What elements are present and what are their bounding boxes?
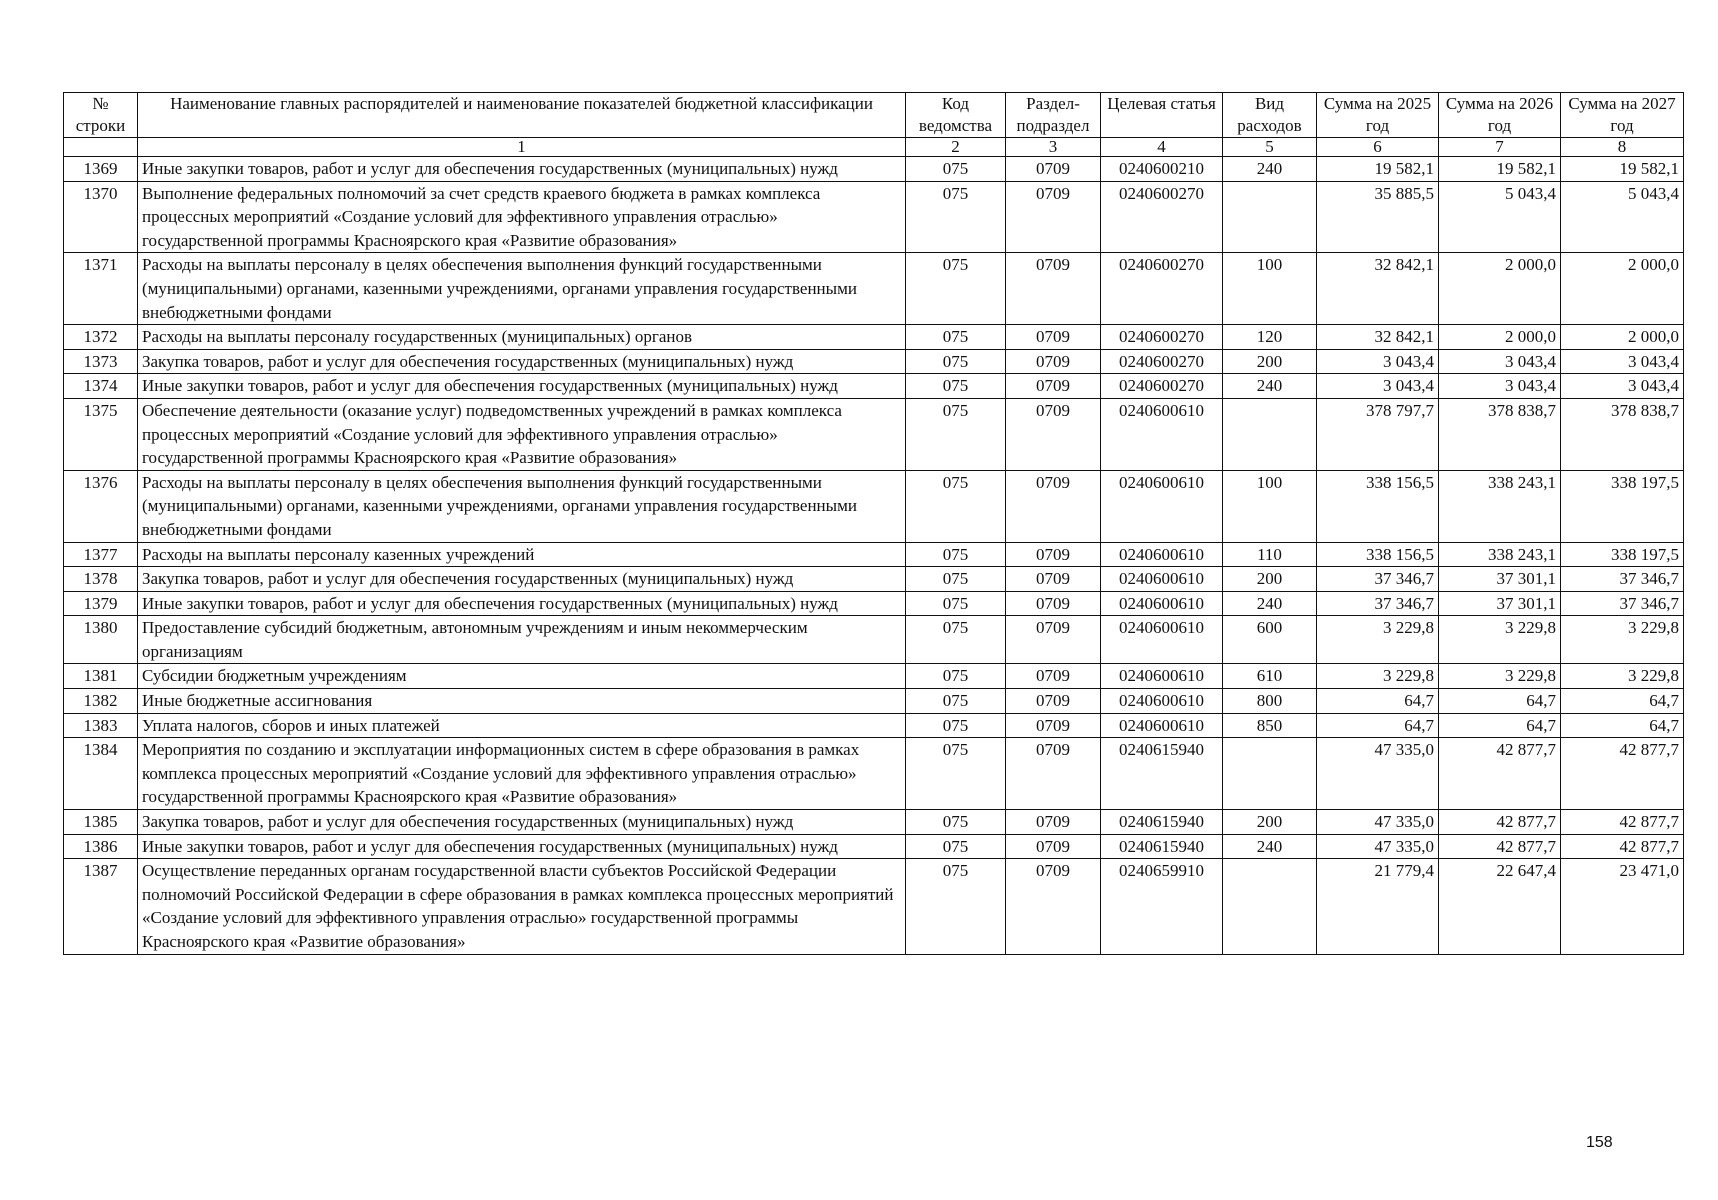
target-article-cell: 0240600610 xyxy=(1101,689,1223,714)
sum-2026-cell: 22 647,4 xyxy=(1439,859,1561,954)
sum-2025-cell: 35 885,5 xyxy=(1317,181,1439,253)
department-code-cell: 075 xyxy=(906,349,1006,374)
header-row xyxy=(64,93,1684,138)
sum-2025-cell: 64,7 xyxy=(1317,713,1439,738)
column-number: 5 xyxy=(1223,138,1317,157)
section-cell: 0709 xyxy=(1006,157,1101,182)
row-number-cell: 1385 xyxy=(64,810,138,835)
sum-2027-cell: 37 346,7 xyxy=(1561,591,1684,616)
row-number-cell: 1384 xyxy=(64,738,138,810)
expense-type-cell: 610 xyxy=(1223,664,1317,689)
expense-type-cell: 800 xyxy=(1223,689,1317,714)
expense-type-cell xyxy=(1223,181,1317,253)
column-number: 4 xyxy=(1101,138,1223,157)
department-code-cell: 075 xyxy=(906,470,1006,542)
header-row-number: № строки xyxy=(64,93,138,138)
section-cell: 0709 xyxy=(1006,470,1101,542)
row-number-cell: 1371 xyxy=(64,253,138,325)
sum-2027-cell: 378 838,7 xyxy=(1561,398,1684,470)
sum-2026-cell: 64,7 xyxy=(1439,713,1561,738)
table-row xyxy=(64,689,1684,714)
column-number: 3 xyxy=(1006,138,1101,157)
department-code-cell: 075 xyxy=(906,542,1006,567)
table-row xyxy=(64,810,1684,835)
department-code-cell: 075 xyxy=(906,325,1006,350)
section-cell: 0709 xyxy=(1006,616,1101,664)
sum-2026-cell: 3 043,4 xyxy=(1439,374,1561,399)
row-name-cell: Уплата налогов, сборов и иных платежей xyxy=(138,713,906,738)
section-cell: 0709 xyxy=(1006,810,1101,835)
row-name-cell: Иные закупки товаров, работ и услуг для обеспечения государственных (муниципальных) нужд xyxy=(138,591,906,616)
table-row xyxy=(64,374,1684,399)
sum-2025-cell: 378 797,7 xyxy=(1317,398,1439,470)
section-cell: 0709 xyxy=(1006,834,1101,859)
row-number-cell: 1382 xyxy=(64,689,138,714)
row-number-cell: 1375 xyxy=(64,398,138,470)
row-name-cell: Мероприятия по созданию и эксплуатации информационных систем в сфере образования в рамках комплекса процессных мероприятий «Создание условий для эффективного управления отраслью» государственной программы Красноярского края «Развитие образования» xyxy=(138,738,906,810)
row-number-cell: 1381 xyxy=(64,664,138,689)
sum-2026-cell: 3 229,8 xyxy=(1439,616,1561,664)
sum-2026-cell: 64,7 xyxy=(1439,689,1561,714)
department-code-cell: 075 xyxy=(906,689,1006,714)
section-cell: 0709 xyxy=(1006,398,1101,470)
target-article-cell: 0240615940 xyxy=(1101,810,1223,835)
header-sum-2025: Сумма на 2025 год xyxy=(1317,93,1439,138)
sum-2025-cell: 3 229,8 xyxy=(1317,616,1439,664)
sum-2025-cell: 338 156,5 xyxy=(1317,470,1439,542)
row-number-cell: 1378 xyxy=(64,567,138,592)
section-cell: 0709 xyxy=(1006,859,1101,954)
row-number-cell: 1383 xyxy=(64,713,138,738)
header-section: Раздел-подраздел xyxy=(1006,93,1101,138)
expense-type-cell xyxy=(1223,738,1317,810)
department-code-cell: 075 xyxy=(906,181,1006,253)
section-cell: 0709 xyxy=(1006,713,1101,738)
target-article-cell: 0240600610 xyxy=(1101,567,1223,592)
target-article-cell: 0240600270 xyxy=(1101,374,1223,399)
row-name-cell: Закупка товаров, работ и услуг для обеспечения государственных (муниципальных) нужд xyxy=(138,567,906,592)
target-article-cell: 0240600270 xyxy=(1101,181,1223,253)
table-row xyxy=(64,349,1684,374)
row-name-cell: Расходы на выплаты персоналу в целях обеспечения выполнения функций государственными (муниципальными) органами, казенными учреждениями, органами управления государственными внебюджетными фондами xyxy=(138,253,906,325)
expense-type-cell: 600 xyxy=(1223,616,1317,664)
section-cell: 0709 xyxy=(1006,542,1101,567)
target-article-cell: 0240600610 xyxy=(1101,616,1223,664)
sum-2026-cell: 3 043,4 xyxy=(1439,349,1561,374)
sum-2027-cell: 37 346,7 xyxy=(1561,567,1684,592)
row-name-cell: Иные закупки товаров, работ и услуг для обеспечения государственных (муниципальных) нужд xyxy=(138,374,906,399)
target-article-cell: 0240600610 xyxy=(1101,542,1223,567)
section-cell: 0709 xyxy=(1006,689,1101,714)
sum-2026-cell: 5 043,4 xyxy=(1439,181,1561,253)
department-code-cell: 075 xyxy=(906,253,1006,325)
sum-2025-cell: 47 335,0 xyxy=(1317,738,1439,810)
expense-type-cell: 200 xyxy=(1223,810,1317,835)
sum-2026-cell: 2 000,0 xyxy=(1439,253,1561,325)
header-name: Наименование главных распорядителей и наименование показателей бюджетной классификации xyxy=(138,93,906,138)
sum-2025-cell: 32 842,1 xyxy=(1317,253,1439,325)
expense-type-cell xyxy=(1223,859,1317,954)
table-row xyxy=(64,253,1684,325)
row-number-cell: 1369 xyxy=(64,157,138,182)
section-cell: 0709 xyxy=(1006,181,1101,253)
row-number-cell: 1379 xyxy=(64,591,138,616)
department-code-cell: 075 xyxy=(906,567,1006,592)
table-row xyxy=(64,398,1684,470)
column-number: 6 xyxy=(1317,138,1439,157)
department-code-cell: 075 xyxy=(906,398,1006,470)
table-row xyxy=(64,325,1684,350)
table-row xyxy=(64,591,1684,616)
department-code-cell: 075 xyxy=(906,859,1006,954)
sum-2027-cell: 5 043,4 xyxy=(1561,181,1684,253)
header-sum-2027: Сумма на 2027 год xyxy=(1561,93,1684,138)
row-name-cell: Субсидии бюджетным учреждениям xyxy=(138,664,906,689)
sum-2027-cell: 3 229,8 xyxy=(1561,616,1684,664)
target-article-cell: 0240600610 xyxy=(1101,591,1223,616)
expense-type-cell: 240 xyxy=(1223,157,1317,182)
sum-2027-cell: 64,7 xyxy=(1561,689,1684,714)
row-name-cell: Расходы на выплаты персоналу государственных (муниципальных) органов xyxy=(138,325,906,350)
sum-2025-cell: 64,7 xyxy=(1317,689,1439,714)
sum-2025-cell: 37 346,7 xyxy=(1317,591,1439,616)
table-row xyxy=(64,859,1684,954)
target-article-cell: 0240615940 xyxy=(1101,834,1223,859)
header-target-article: Целевая статья xyxy=(1101,93,1223,138)
section-cell: 0709 xyxy=(1006,325,1101,350)
target-article-cell: 0240600610 xyxy=(1101,664,1223,689)
row-name-cell: Обеспечение деятельности (оказание услуг) подведомственных учреждений в рамках комплекса процессных мероприятий «Создание условий для эффективного управления отраслью» государственной программы Красноярского края «Развитие образования» xyxy=(138,398,906,470)
table-row xyxy=(64,470,1684,542)
expense-type-cell: 200 xyxy=(1223,349,1317,374)
sum-2026-cell: 338 243,1 xyxy=(1439,470,1561,542)
department-code-cell: 075 xyxy=(906,810,1006,835)
target-article-cell: 0240600610 xyxy=(1101,713,1223,738)
row-name-cell: Иные бюджетные ассигнования xyxy=(138,689,906,714)
sum-2026-cell: 42 877,7 xyxy=(1439,810,1561,835)
sum-2025-cell: 338 156,5 xyxy=(1317,542,1439,567)
table-row xyxy=(64,181,1684,253)
row-number-cell: 1373 xyxy=(64,349,138,374)
header-expense-type: Вид расходов xyxy=(1223,93,1317,138)
column-number-row xyxy=(64,138,1684,157)
table-row xyxy=(64,713,1684,738)
target-article-cell: 0240659910 xyxy=(1101,859,1223,954)
section-cell: 0709 xyxy=(1006,374,1101,399)
table-row xyxy=(64,738,1684,810)
sum-2026-cell: 19 582,1 xyxy=(1439,157,1561,182)
expense-type-cell: 850 xyxy=(1223,713,1317,738)
department-code-cell: 075 xyxy=(906,374,1006,399)
table-row xyxy=(64,664,1684,689)
expense-type-cell: 120 xyxy=(1223,325,1317,350)
section-cell: 0709 xyxy=(1006,567,1101,592)
table-row xyxy=(64,567,1684,592)
table-body xyxy=(64,157,1684,955)
sum-2025-cell: 37 346,7 xyxy=(1317,567,1439,592)
table-row xyxy=(64,834,1684,859)
target-article-cell: 0240600210 xyxy=(1101,157,1223,182)
section-cell: 0709 xyxy=(1006,591,1101,616)
sum-2026-cell: 2 000,0 xyxy=(1439,325,1561,350)
table-row xyxy=(64,616,1684,664)
sum-2027-cell: 2 000,0 xyxy=(1561,253,1684,325)
page-number: 158 xyxy=(1586,1134,1613,1151)
department-code-cell: 075 xyxy=(906,738,1006,810)
row-number-cell: 1387 xyxy=(64,859,138,954)
row-number-cell: 1374 xyxy=(64,374,138,399)
sum-2027-cell: 19 582,1 xyxy=(1561,157,1684,182)
row-number-cell: 1377 xyxy=(64,542,138,567)
sum-2026-cell: 37 301,1 xyxy=(1439,591,1561,616)
table-row xyxy=(64,542,1684,567)
expense-type-cell: 100 xyxy=(1223,253,1317,325)
sum-2025-cell: 3 043,4 xyxy=(1317,374,1439,399)
sum-2027-cell: 3 043,4 xyxy=(1561,349,1684,374)
sum-2027-cell: 42 877,7 xyxy=(1561,834,1684,859)
row-number-cell: 1386 xyxy=(64,834,138,859)
row-name-cell: Иные закупки товаров, работ и услуг для обеспечения государственных (муниципальных) нужд xyxy=(138,157,906,182)
row-name-cell: Закупка товаров, работ и услуг для обеспечения государственных (муниципальных) нужд xyxy=(138,810,906,835)
row-number-cell: 1372 xyxy=(64,325,138,350)
row-number-cell: 1376 xyxy=(64,470,138,542)
column-number: 1 xyxy=(138,138,906,157)
column-number: 7 xyxy=(1439,138,1561,157)
header-sum-2026: Сумма на 2026 год xyxy=(1439,93,1561,138)
sum-2025-cell: 47 335,0 xyxy=(1317,810,1439,835)
department-code-cell: 075 xyxy=(906,834,1006,859)
sum-2026-cell: 338 243,1 xyxy=(1439,542,1561,567)
row-name-cell: Предоставление субсидий бюджетным, автономным учреждениям и иным некоммерческим организациям xyxy=(138,616,906,664)
row-name-cell: Расходы на выплаты персоналу в целях обеспечения выполнения функций государственными (муниципальными) органами, казенными учреждениями, органами управления государственными внебюджетными фондами xyxy=(138,470,906,542)
expense-type-cell: 240 xyxy=(1223,591,1317,616)
sum-2025-cell: 47 335,0 xyxy=(1317,834,1439,859)
sum-2026-cell: 3 229,8 xyxy=(1439,664,1561,689)
sum-2025-cell: 3 043,4 xyxy=(1317,349,1439,374)
column-number: 8 xyxy=(1561,138,1684,157)
sum-2026-cell: 37 301,1 xyxy=(1439,567,1561,592)
target-article-cell: 0240600610 xyxy=(1101,398,1223,470)
table-row xyxy=(64,157,1684,182)
row-name-cell: Осуществление переданных органам государственной власти субъектов Российской Федерации полномочий Российской Федерации в сфере образования в рамках комплекса процессных мероприятий «Создание условий для эффективного управления отраслью» государственной программы Красноярского края «Развитие образования» xyxy=(138,859,906,954)
department-code-cell: 075 xyxy=(906,664,1006,689)
sum-2027-cell: 338 197,5 xyxy=(1561,542,1684,567)
section-cell: 0709 xyxy=(1006,738,1101,810)
sum-2025-cell: 3 229,8 xyxy=(1317,664,1439,689)
expense-type-cell: 110 xyxy=(1223,542,1317,567)
department-code-cell: 075 xyxy=(906,591,1006,616)
target-article-cell: 0240600270 xyxy=(1101,253,1223,325)
sum-2025-cell: 19 582,1 xyxy=(1317,157,1439,182)
target-article-cell: 0240615940 xyxy=(1101,738,1223,810)
column-number xyxy=(64,138,138,157)
sum-2026-cell: 42 877,7 xyxy=(1439,834,1561,859)
expense-type-cell: 240 xyxy=(1223,374,1317,399)
column-number: 2 xyxy=(906,138,1006,157)
sum-2027-cell: 2 000,0 xyxy=(1561,325,1684,350)
sum-2027-cell: 3 229,8 xyxy=(1561,664,1684,689)
row-name-cell: Расходы на выплаты персоналу казенных учреждений xyxy=(138,542,906,567)
target-article-cell: 0240600270 xyxy=(1101,325,1223,350)
sum-2027-cell: 23 471,0 xyxy=(1561,859,1684,954)
expense-type-cell: 240 xyxy=(1223,834,1317,859)
sum-2026-cell: 42 877,7 xyxy=(1439,738,1561,810)
sum-2027-cell: 338 197,5 xyxy=(1561,470,1684,542)
target-article-cell: 0240600610 xyxy=(1101,470,1223,542)
target-article-cell: 0240600270 xyxy=(1101,349,1223,374)
section-cell: 0709 xyxy=(1006,349,1101,374)
department-code-cell: 075 xyxy=(906,616,1006,664)
row-name-cell: Иные закупки товаров, работ и услуг для обеспечения государственных (муниципальных) нужд xyxy=(138,834,906,859)
sum-2027-cell: 42 877,7 xyxy=(1561,738,1684,810)
row-number-cell: 1380 xyxy=(64,616,138,664)
sum-2027-cell: 42 877,7 xyxy=(1561,810,1684,835)
department-code-cell: 075 xyxy=(906,157,1006,182)
sum-2025-cell: 21 779,4 xyxy=(1317,859,1439,954)
header-department-code: Код ведомства xyxy=(906,93,1006,138)
sum-2027-cell: 64,7 xyxy=(1561,713,1684,738)
department-code-cell: 075 xyxy=(906,713,1006,738)
expense-type-cell: 200 xyxy=(1223,567,1317,592)
sum-2026-cell: 378 838,7 xyxy=(1439,398,1561,470)
sum-2027-cell: 3 043,4 xyxy=(1561,374,1684,399)
section-cell: 0709 xyxy=(1006,253,1101,325)
row-name-cell: Выполнение федеральных полномочий за счет средств краевого бюджета в рамках комплекса процессных мероприятий «Создание условий для эффективного управления отраслью» государственной программы Красноярского края «Развитие образования» xyxy=(138,181,906,253)
expense-type-cell xyxy=(1223,398,1317,470)
sum-2025-cell: 32 842,1 xyxy=(1317,325,1439,350)
section-cell: 0709 xyxy=(1006,664,1101,689)
row-number-cell: 1370 xyxy=(64,181,138,253)
budget-table xyxy=(63,92,1684,955)
expense-type-cell: 100 xyxy=(1223,470,1317,542)
row-name-cell: Закупка товаров, работ и услуг для обеспечения государственных (муниципальных) нужд xyxy=(138,349,906,374)
